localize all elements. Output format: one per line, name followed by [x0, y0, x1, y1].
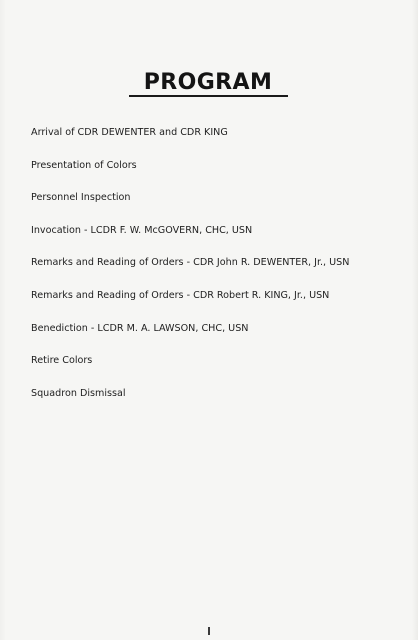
program-item-arrival: Arrival of CDR DEWENTER and CDR KING	[31, 127, 228, 138]
program-item-personnel-inspection: Personnel Inspection	[31, 192, 131, 204]
page-mark	[208, 627, 210, 635]
program-item-remarks-dewenter: Remarks and Reading of Orders - CDR John R. DEWENTER, Jr., USN	[31, 257, 350, 269]
program-item-retire-colors: Retire Colors	[31, 355, 93, 367]
title-underline	[129, 95, 288, 97]
program-item-squadron-dismissal: Squadron Dismissal	[31, 387, 126, 399]
program-item-remarks-king: Remarks and Reading of Orders - CDR Robert R. KING, Jr., USN	[31, 289, 330, 301]
program-list	[31, 126, 349, 419]
page-title: PROGRAM	[143, 70, 273, 95]
program-item-benediction: Benediction - LCDR M. A. LAWSON, CHC, USN	[31, 322, 249, 334]
program-item-presentation-of-colors: Presentation of Colors	[31, 159, 137, 171]
program-item-invocation: Invocation - LCDR F. W. McGOVERN, CHC, USN	[31, 224, 253, 236]
